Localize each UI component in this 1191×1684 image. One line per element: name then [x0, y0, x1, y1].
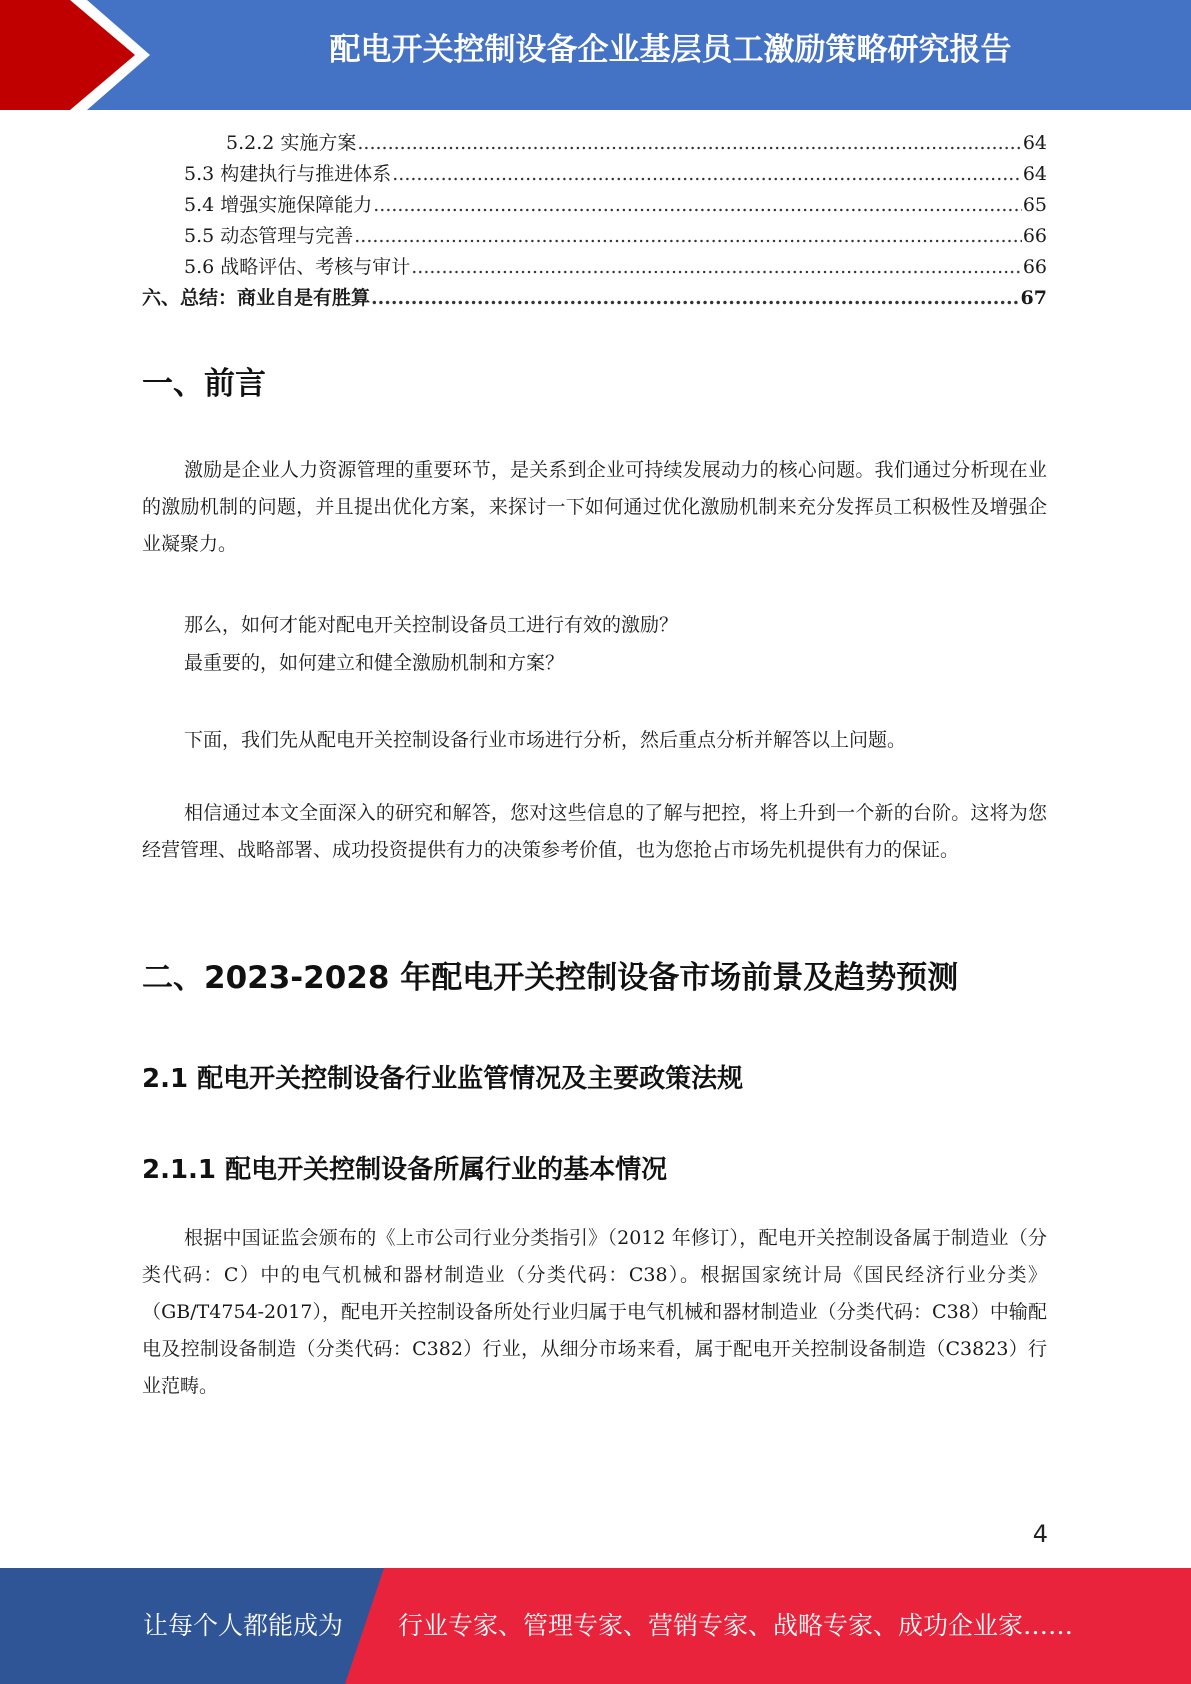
footer-slogan-left: 让每个人都能成为	[143, 1611, 344, 1640]
toc-entry-label: 六、总结：商业自是有胜算	[142, 287, 371, 309]
toc-entry-label: 5.3 构建执行与推进体系	[184, 163, 392, 185]
toc-entry-page: 64	[1022, 163, 1047, 185]
toc-entry[interactable]	[142, 159, 1047, 190]
toc-entry-page: 65	[1022, 194, 1047, 216]
toc-entry-label: 5.4 增强实施保障能力	[184, 194, 373, 216]
page-number: 4	[1032, 1520, 1048, 1548]
toc-entry-label: 5.6 战略评估、考核与审计	[184, 256, 411, 278]
footer-slogan-right: 行业专家、管理专家、营销专家、战略专家、成功企业家……	[398, 1611, 1074, 1640]
toc-leader	[411, 256, 1022, 278]
toc-entry[interactable]	[142, 252, 1047, 283]
toc-leader	[373, 194, 1022, 216]
report-title: 配电开关控制设备企业基层员工激励策略研究报告	[329, 32, 1012, 68]
toc-leader	[371, 287, 1020, 309]
toc-entry-page: 67	[1020, 287, 1047, 309]
toc-entry-page: 64	[1022, 132, 1047, 154]
page-footer	[0, 1568, 1191, 1684]
page-header	[0, 0, 1191, 110]
paragraph-line: 最重要的，如何建立和健全激励机制和方案？	[184, 652, 565, 674]
toc-leader	[357, 132, 1021, 154]
paragraph: 激励是企业人力资源管理的重要环节，是关系到企业可持续发展动力的核心问题。我们通过分析现在业的激励机制的问题，并且提出优化方案，来探讨一下如何通过优化激励机制来充分发挥员工积极性及增强企业凝聚力。	[142, 459, 1047, 555]
toc-entry[interactable]	[142, 283, 1047, 314]
table-of-contents	[142, 128, 1047, 314]
toc-entry[interactable]	[142, 128, 1047, 159]
toc-entry-page: 66	[1022, 225, 1047, 247]
toc-leader	[392, 163, 1022, 185]
paragraph: 相信通过本文全面深入的研究和解答，您对这些信息的了解与把控，将上升到一个新的台阶。这将为您经营管理、战略部署、成功投资提供有力的决策参考价值，也为您抢占市场先机提供有力的保证。	[142, 802, 1047, 861]
paragraph: 根据中国证监会颁布的《上市公司行业分类指引》（2012 年修订），配电开关控制设备属于制造业（分类代码：C）中的电气机械和器材制造业（分类代码：C38）。根据国家统计局《国民经济行业分类》（GB/T4754-2017），配电开关控制设备所处行业归属于电气机械和器材制造业（分类代码：C38）中输配电及控制设备制造（分类代码：C382）行业，从细分市场来看，属于配电开关控制设备制造（C3823）行业范畴。	[142, 1227, 1047, 1397]
paragraph-line: 那么，如何才能对配电开关控制设备员工进行有效的激励？	[184, 614, 679, 636]
heading-preface: 一、前言	[142, 366, 266, 402]
toc-entry-label: 5.5 动态管理与完善	[184, 225, 354, 247]
heading-section-2-1-1: 2.1.1 配电开关控制设备所属行业的基本情况	[142, 1155, 668, 1185]
heading-chapter-2: 二、2023-2028 年配电开关控制设备市场前景及趋势预测	[142, 960, 959, 996]
heading-section-2-1: 2.1 配电开关控制设备行业监管情况及主要政策法规	[142, 1064, 744, 1094]
toc-leader	[354, 225, 1022, 247]
toc-entry[interactable]	[142, 190, 1047, 221]
toc-entry[interactable]	[142, 221, 1047, 252]
header-chevron-icon	[0, 0, 140, 110]
toc-entry-page: 66	[1022, 256, 1047, 278]
paragraph-line: 下面，我们先从配电开关控制设备行业市场进行分析，然后重点分析并解答以上问题。	[184, 729, 907, 751]
toc-entry-label: 5.2.2 实施方案	[226, 132, 357, 154]
